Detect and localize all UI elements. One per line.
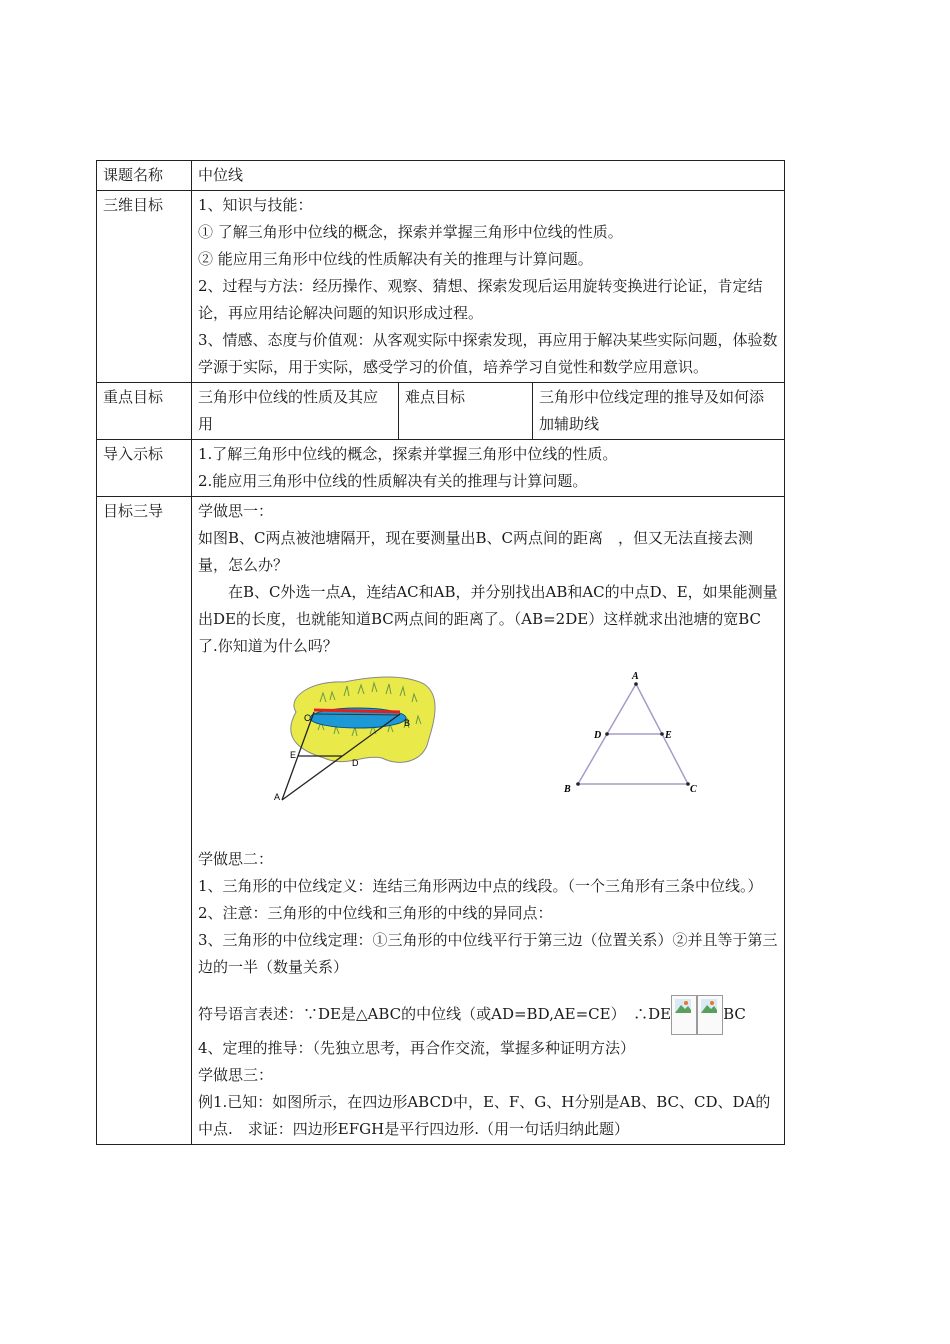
objective-line: 3、情感、态度与价值观：从客观实际中探索发现，再应用于解决某些实际问题，体验数学源于实际，用于实际，感受学习的价值，培养学习自觉性和数学应用意识。	[198, 331, 778, 376]
row-intro	[97, 440, 785, 497]
intro-line: 1.了解三角形中位线的概念，探索并掌握三角形中位线的性质。	[198, 445, 618, 463]
section-2-title: 学做思二：	[198, 850, 274, 868]
row-topic	[97, 161, 785, 191]
difficult-label: 难点目标	[399, 383, 533, 440]
row-objectives	[97, 191, 785, 383]
objective-line: 1、知识与技能：	[198, 196, 313, 214]
section-1-method: 在B、C外选一点A，连结AC和AB，并分别找出AB和AC的中点D、E，如果能测量出DE的长度，也就能知道BC两点间的距离了。（AB=2DE）这样就求出池塘的宽BC了.你知道为什么吗？	[198, 583, 778, 655]
triangle-figure	[560, 670, 710, 810]
symbol-therefore: ∴DE	[633, 1005, 672, 1023]
section-3-example: 例1.已知：如图所示，在四边形ABCD中，E、F、G、H分别是AB、BC、CD、DA的中点. 求证：四边形EFGH是平行四边形.（用一句话归纳此题）	[198, 1093, 771, 1138]
symbol-statement	[198, 995, 778, 1035]
section-1-title: 学做思一：	[198, 502, 274, 520]
pond-label-c: C	[304, 713, 311, 723]
triangle-label-b: B	[564, 784, 571, 795]
section-2-line-4: 4、定理的推导：（先独立思考，再合作交流，掌握多种证明方法）	[198, 1039, 636, 1057]
objectives-content	[192, 191, 785, 383]
figures-row	[198, 660, 778, 846]
pond-label-d: D	[352, 758, 359, 768]
objective-line: ① 了解三角形中位线的概念，探索并掌握三角形中位线的性质。	[198, 223, 623, 241]
symbol-prefix: 符号语言表述：∵DE是△ABC的中位线（或AD=BD,AE=CE）	[198, 1005, 634, 1023]
guide-label: 目标三导	[97, 497, 192, 1145]
lesson-plan-table	[96, 160, 785, 1145]
objective-line: ② 能应用三角形中位线的性质解决有关的推理与计算问题。	[198, 250, 593, 268]
section-2-line: 1、三角形的中位线定义：连结三角形两边中点的线段。（一个三角形有三条中位线。）	[198, 877, 763, 895]
pond-label-e: E	[290, 750, 297, 760]
topic-label: 课题名称	[97, 161, 192, 191]
segment-bc	[314, 710, 400, 712]
row-guide	[97, 497, 785, 1145]
row-key-difficult	[97, 383, 785, 440]
objective-line: 2、过程与方法：经历操作、观察、猜想、探索发现后运用旋转变换进行论证，肯定结论，再应用结论解决问题的知识形成过程。	[198, 277, 763, 322]
section-2-line: 3、三角形的中位线定理：①三角形的中位线平行于第三边（位置关系）②并且等于第三边的一半（数量关系）	[198, 931, 778, 976]
intro-line: 2.能应用三角形中位线的性质解决有关的推理与计算问题。	[198, 472, 588, 490]
key-label: 重点目标	[97, 383, 192, 440]
pond-figure	[274, 672, 444, 820]
objectives-label: 三维目标	[97, 191, 192, 383]
intro-label: 导入示标	[97, 440, 192, 497]
intro-content	[192, 440, 785, 497]
image-placeholder-icon	[697, 995, 723, 1035]
triangle-label-a: A	[632, 671, 639, 682]
triangle-label-d: D	[594, 730, 602, 741]
triangle-label-c: C	[690, 784, 697, 795]
section-1-problem: 如图B、C两点被池塘隔开，现在要测量出B、C两点间的距离 ，但又无法直接去测量，怎么办？	[198, 529, 754, 574]
symbol-suffix: BC	[723, 1005, 746, 1023]
topic-value: 中位线	[192, 161, 785, 191]
pond-label-a: A	[274, 792, 281, 802]
triangle-label-e: E	[665, 730, 672, 741]
pond-label-b: B	[404, 718, 411, 728]
guide-content	[192, 497, 785, 1145]
section-2-line: 2、注意：三角形的中位线和三角形的中线的异同点：	[198, 904, 553, 922]
key-value: 三角形中位线的性质及其应用	[192, 383, 399, 440]
difficult-value: 三角形中位线定理的推导及如何添加辅助线	[533, 383, 785, 440]
section-3-title: 学做思三：	[198, 1066, 274, 1084]
image-placeholder-icon	[671, 995, 697, 1035]
